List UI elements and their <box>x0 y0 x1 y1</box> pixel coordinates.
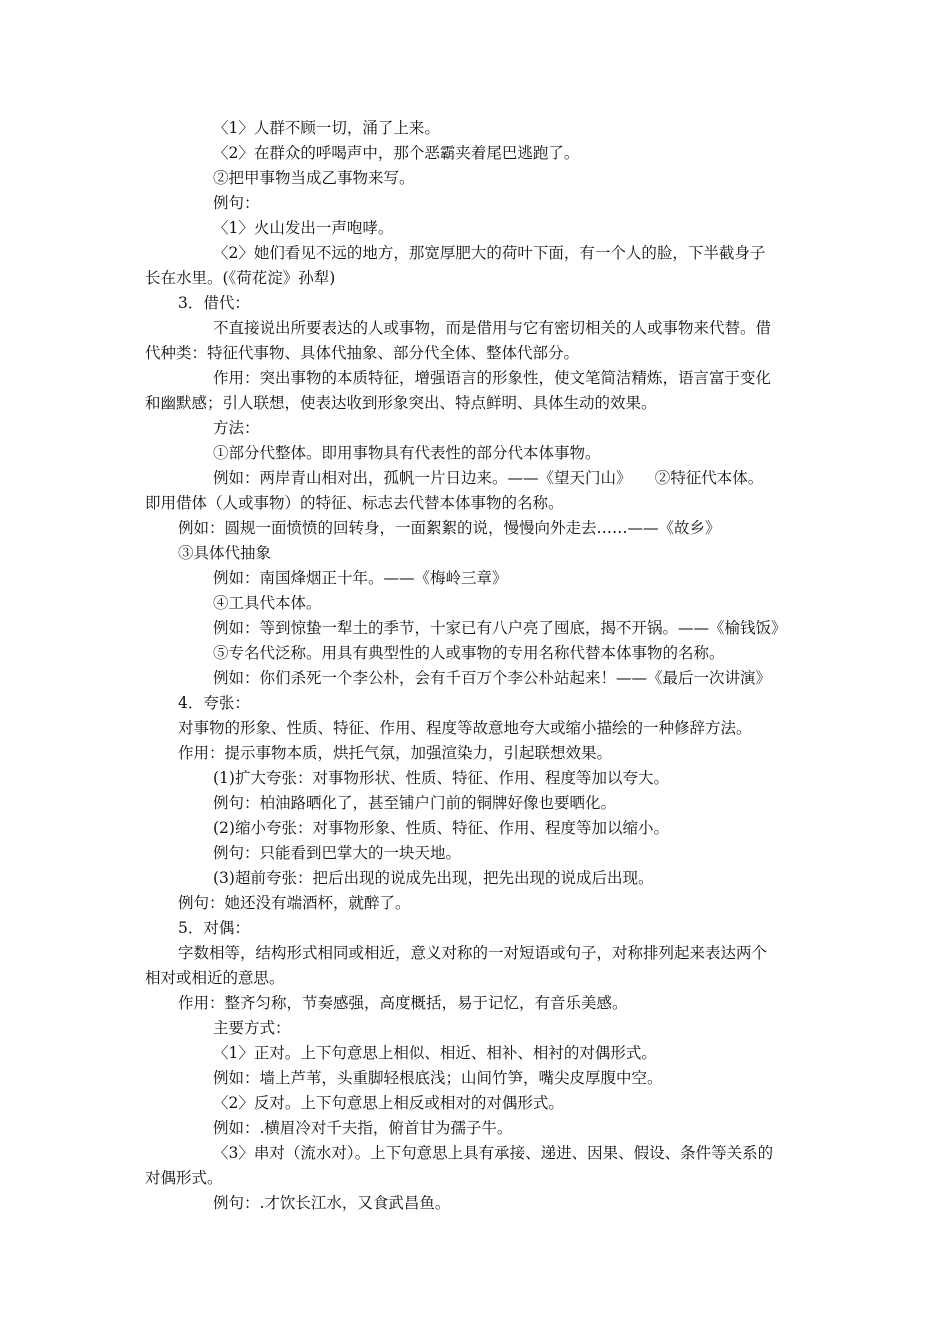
text-line: (3)超前夸张：把后出现的说成先出现，把先出现的说成后出现。 <box>213 869 654 887</box>
text-line: 例句：她还没有端酒杯，就醉了。 <box>178 894 411 912</box>
text-line: ⑤专名代泛称。用具有典型性的人或事物的专用名称代替本体事物的名称。 <box>213 644 725 662</box>
text-line: 〈2〉在群众的呼喝声中，那个恶霸夹着尾巴逃跑了。 <box>213 144 580 162</box>
text-line: 例如：南国烽烟正十年。——《梅岭三章》 <box>213 569 508 587</box>
text-line: 〈2〉她们看见不远的地方，那宽厚肥大的荷叶下面，有一个人的脸，下半截身子 <box>213 244 766 262</box>
text-line: ①部分代整体。即用事物具有代表性的部分代本体事物。 <box>213 444 601 462</box>
text-line: 作用：提示事物本质，烘托气氛，加强渲染力，引起联想效果。 <box>178 744 613 762</box>
text-line: 主要方式： <box>213 1019 291 1037</box>
text-line: 例如：圆规一面愤愤的回转身，一面絮絮的说，慢慢向外走去……——《故乡》 <box>178 519 721 537</box>
text-line: (1)扩大夸张：对事物形状、性质、特征、作用、程度等加以夸大。 <box>213 769 669 787</box>
text-line: 〈1〉人群不顾一切，涌了上来。 <box>213 119 440 137</box>
text-line: 例句：只能看到巴掌大的一块天地。 <box>213 844 462 862</box>
text-line: 不直接说出所要表达的人或事物，而是借用与它有密切相关的人或事物来代替。借 <box>213 319 772 337</box>
text-line: 例句：.才饮长江水，又食武昌鱼。 <box>213 1194 451 1212</box>
text-line: 方法： <box>213 419 260 437</box>
text-line: 例如：墙上芦苇，头重脚轻根底浅；山间竹笋，嘴尖皮厚腹中空。 <box>213 1069 663 1087</box>
text-line: 例如：等到惊蛰一犁土的季节，十家已有八户亮了囤底，揭不开锅。——《榆钱饭》 <box>213 619 787 637</box>
text-line: 作用：整齐匀称，节奏感强，高度概括，易于记忆，有音乐美感。 <box>178 994 628 1012</box>
text-line: ②把甲事物当成乙事物来写。 <box>213 169 415 187</box>
text-line: 相对或相近的意思。 <box>145 969 285 987</box>
text-line: 〈2〉反对。上下句意思上相反或相对的对偶形式。 <box>213 1094 564 1112</box>
text-line: ④工具代本体。 <box>213 594 322 612</box>
text-line: 〈1〉火山发出一声咆哮。 <box>213 219 394 237</box>
text-line: 作用：突出事物的本质特征，增强语言的形象性，使文笔简洁精炼，语言富于变化 <box>213 369 772 387</box>
text-line: 〈3〉串对（流水对）。上下句意思上具有承接、递进、因果、假设、条件等关系的 <box>213 1144 774 1162</box>
text-line: 代种类：特征代事物、具体代抽象、部分代全体、整体代部分。 <box>145 344 580 362</box>
text-line: 即用借体（人或事物）的特征、标志去代替本体事物的名称。 <box>145 494 564 512</box>
text-line: (2)缩小夸张：对事物形象、性质、特征、作用、程度等加以缩小。 <box>213 819 669 837</box>
section-heading: 5．对偶： <box>178 919 250 937</box>
text-line: 〈1〉正对。上下句意思上相似、相近、相补、相衬的对偶形式。 <box>213 1044 657 1062</box>
text-line: ③具体代抽象 <box>178 544 272 562</box>
section-heading: 4．夸张： <box>178 694 250 712</box>
section-heading: 3．借代： <box>178 294 250 312</box>
text-line: 长在水里。(《荷花淀》孙犁) <box>145 269 336 287</box>
text-line: 和幽默感；引人联想，使表达收到形象突出、特点鲜明、具体生动的效果。 <box>145 394 657 412</box>
text-line: 例如：你们杀死一个李公朴，会有千百万个李公朴站起来！——《最后一次讲演》 <box>213 669 772 687</box>
text-line: 例句：柏油路晒化了，甚至铺户门前的铜牌好像也要晒化。 <box>213 794 617 812</box>
text-line: 例如：.横眉冷对千夫指，俯首甘为孺子牛。 <box>213 1119 513 1137</box>
text-line: 对事物的形象、性质、特征、作用、程度等故意地夸大或缩小描绘的一种修辞方法。 <box>178 719 752 737</box>
text-line: 例句： <box>213 194 260 212</box>
text-line: 字数相等，结构形式相同或相近，意义对称的一对短语或句子，对称排列起来表达两个 <box>178 944 768 962</box>
text-line: 对偶形式。 <box>145 1169 223 1187</box>
text-line: 例如：两岸青山相对出，孤帆一片日边来。——《望天门山》 ②特征代本体。 <box>213 469 764 487</box>
